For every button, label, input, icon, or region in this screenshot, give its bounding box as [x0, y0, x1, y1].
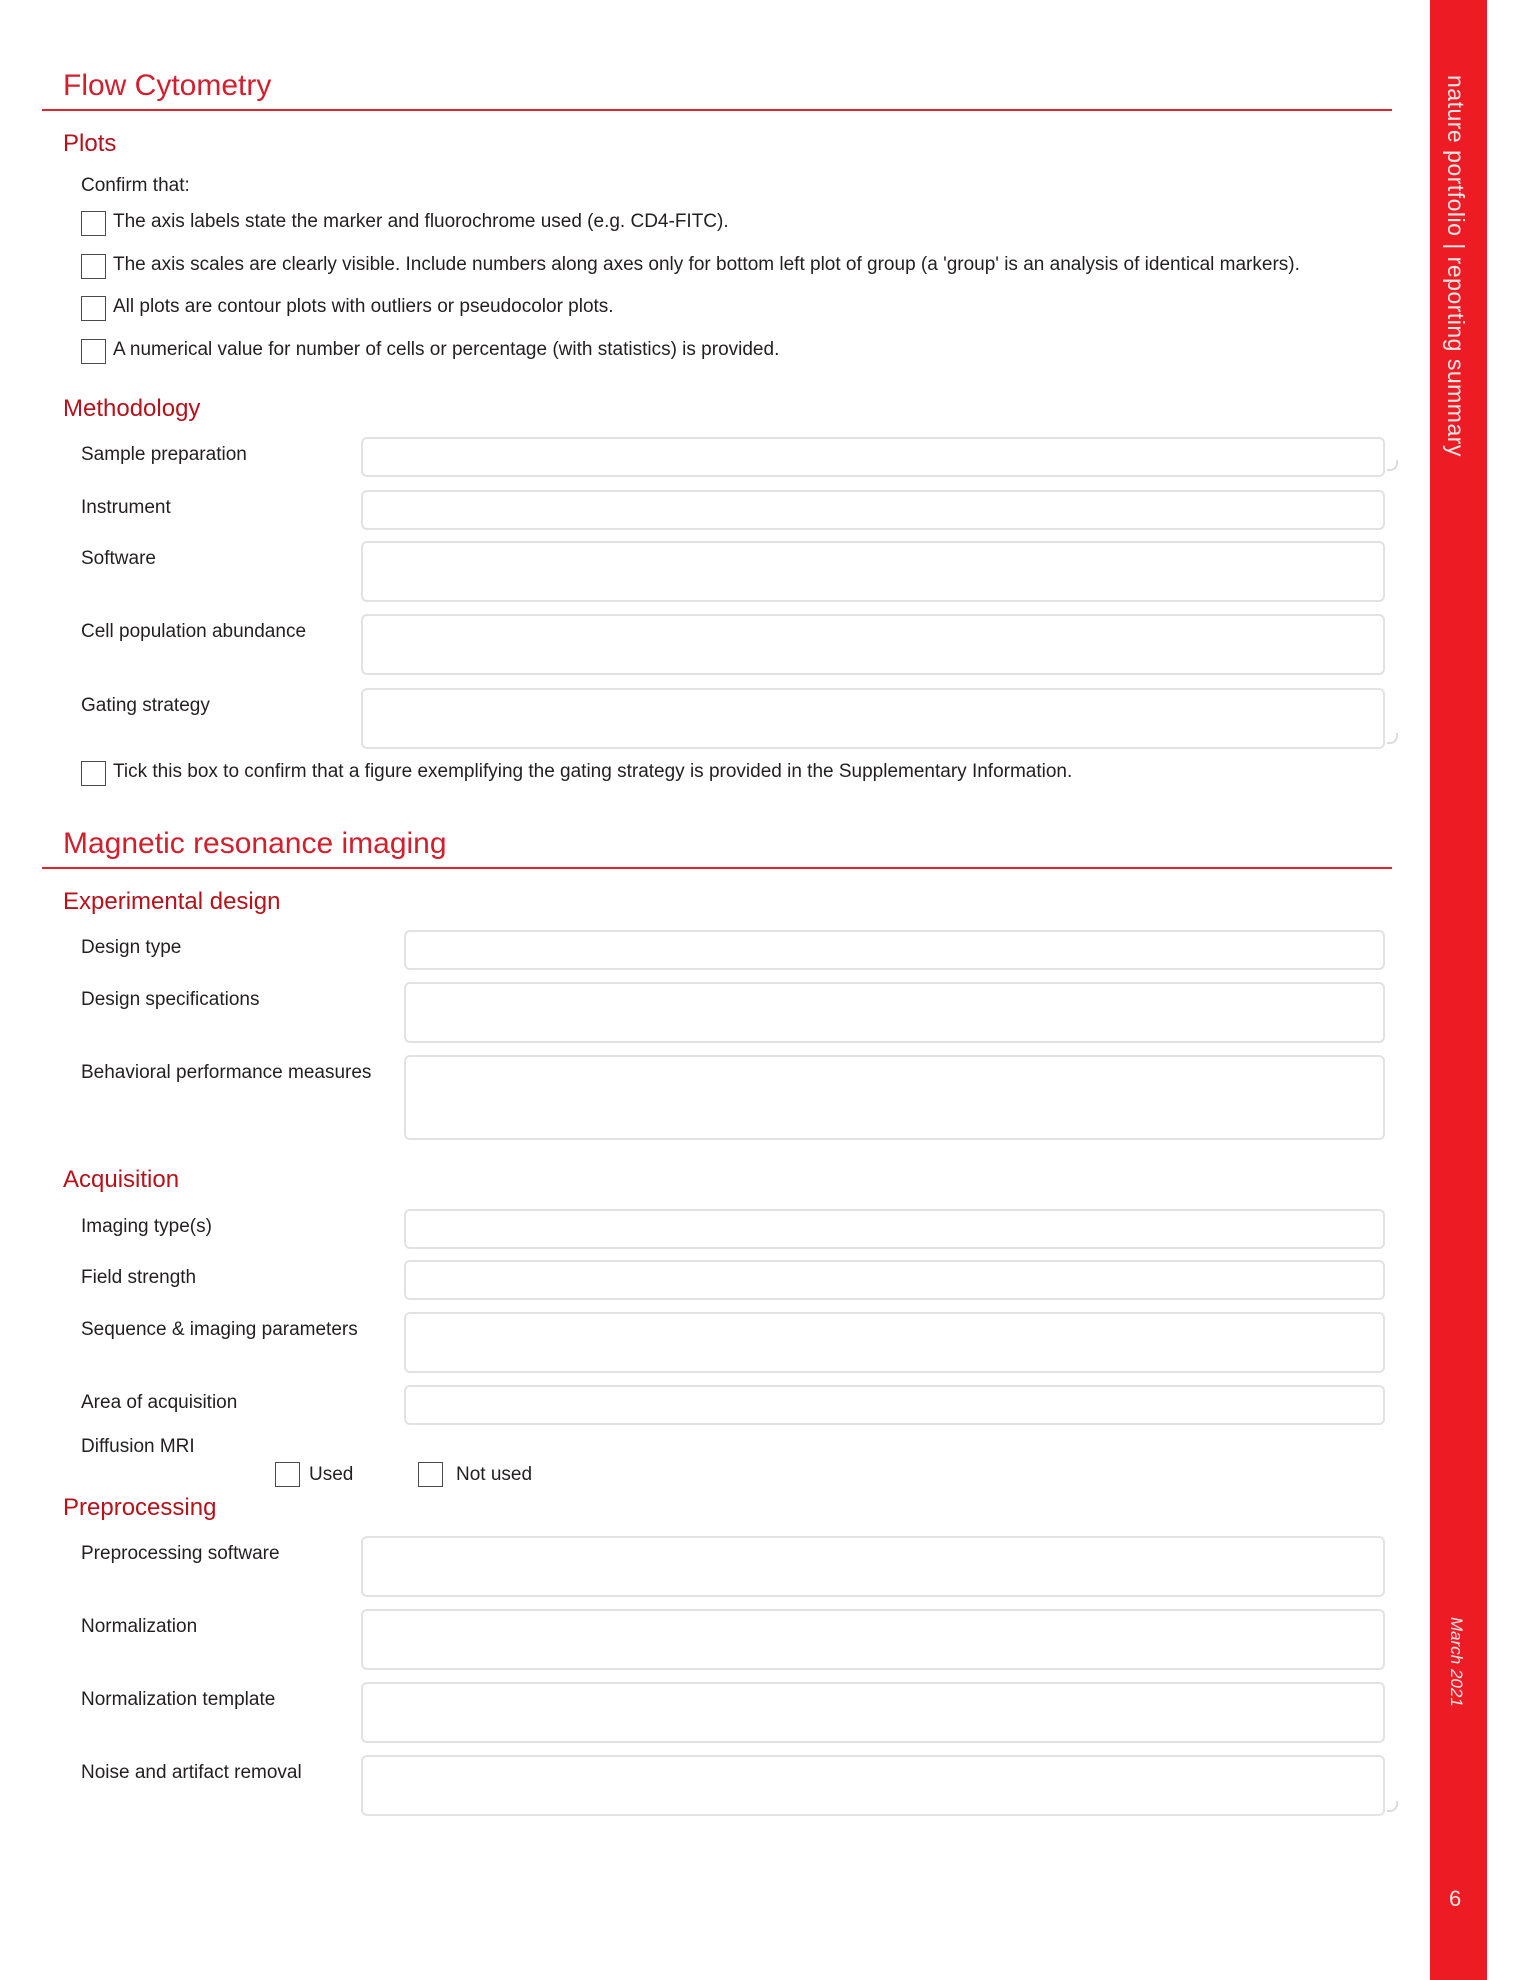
- confirm-intro: Confirm that:: [81, 175, 190, 196]
- label-software: Software: [81, 548, 156, 569]
- section-title-flow-cytometry: Flow Cytometry: [63, 69, 272, 102]
- input-normalization[interactable]: [361, 1609, 1385, 1670]
- check-label-axis-labels: The axis labels state the marker and fluorochrome used (e.g. CD4-FITC).: [113, 211, 729, 232]
- subsection-methodology: Methodology: [63, 395, 201, 422]
- subsection-plots: Plots: [63, 130, 117, 157]
- input-area-of-acquisition[interactable]: [404, 1385, 1385, 1425]
- input-software[interactable]: [361, 541, 1385, 602]
- subsection-preprocessing: Preprocessing: [63, 1494, 217, 1521]
- input-behavioral-performance[interactable]: [404, 1055, 1385, 1140]
- page-number: 6: [1449, 1886, 1462, 1911]
- option-label-not-used: Not used: [456, 1464, 533, 1485]
- check-label-numerical-value: A numerical value for number of cells or percentage (with statistics) is provided.: [113, 339, 780, 360]
- section-divider: [42, 109, 1392, 111]
- label-behavioral-performance: Behavioral performance measures: [81, 1062, 372, 1083]
- input-design-type[interactable]: [404, 930, 1385, 970]
- label-diffusion-mri: Diffusion MRI: [81, 1436, 195, 1457]
- label-sample-preparation: Sample preparation: [81, 444, 247, 465]
- input-normalization-template[interactable]: [361, 1682, 1385, 1743]
- label-design-type: Design type: [81, 937, 182, 958]
- label-preprocessing-software: Preprocessing software: [81, 1543, 280, 1564]
- check-label-contour-plots: All plots are contour plots with outliers or pseudocolor plots.: [113, 296, 614, 317]
- label-normalization-template: Normalization template: [81, 1689, 276, 1710]
- check-label-gating-figure: Tick this box to confirm that a figure exemplifying the gating strategy is provided in the Supplementary Information.: [113, 761, 1073, 782]
- label-sequence-parameters: Sequence & imaging parameters: [81, 1319, 358, 1340]
- label-imaging-types: Imaging type(s): [81, 1216, 212, 1237]
- checkbox-gating-figure[interactable]: [81, 761, 106, 786]
- option-label-used: Used: [309, 1464, 354, 1485]
- input-gating-strategy[interactable]: [361, 688, 1385, 749]
- section-divider: [42, 867, 1392, 869]
- input-imaging-types[interactable]: [404, 1209, 1385, 1249]
- input-instrument[interactable]: [361, 490, 1385, 530]
- checkbox-contour-plots[interactable]: [81, 296, 106, 321]
- subsection-acquisition: Acquisition: [63, 1166, 180, 1193]
- checkbox-numerical-value[interactable]: [81, 339, 106, 364]
- input-field-strength[interactable]: [404, 1260, 1385, 1300]
- input-sequence-parameters[interactable]: [404, 1312, 1385, 1373]
- check-label-axis-scales: The axis scales are clearly visible. Include numbers along axes only for bottom left plot of group (a 'group' is an analysis of identical markers).: [113, 254, 1300, 275]
- checkbox-axis-labels[interactable]: [81, 211, 106, 236]
- label-cell-population-abundance: Cell population abundance: [81, 621, 307, 642]
- label-normalization: Normalization: [81, 1616, 198, 1637]
- input-sample-preparation[interactable]: [361, 437, 1385, 477]
- checkbox-diffusion-not-used[interactable]: [418, 1462, 443, 1487]
- resize-handle-icon[interactable]: [1387, 1801, 1398, 1812]
- label-area-of-acquisition: Area of acquisition: [81, 1392, 238, 1413]
- checkbox-axis-scales[interactable]: [81, 254, 106, 279]
- input-preprocessing-software[interactable]: [361, 1536, 1385, 1597]
- label-field-strength: Field strength: [81, 1267, 197, 1288]
- subsection-experimental-design: Experimental design: [63, 888, 281, 915]
- label-instrument: Instrument: [81, 497, 171, 518]
- resize-handle-icon[interactable]: [1387, 733, 1398, 744]
- label-design-specifications: Design specifications: [81, 989, 260, 1010]
- label-noise-artifact-removal: Noise and artifact removal: [81, 1762, 302, 1783]
- resize-handle-icon[interactable]: [1387, 460, 1398, 471]
- section-title-mri: Magnetic resonance imaging: [63, 827, 447, 860]
- checkbox-diffusion-used[interactable]: [275, 1462, 300, 1487]
- sidebar-date: March 2021: [1447, 1617, 1466, 1707]
- input-cell-population-abundance[interactable]: [361, 614, 1385, 675]
- input-noise-artifact-removal[interactable]: [361, 1755, 1385, 1816]
- label-gating-strategy: Gating strategy: [81, 695, 210, 716]
- sidebar-title: nature portfolio | reporting summary: [1443, 75, 1469, 457]
- input-design-specifications[interactable]: [404, 982, 1385, 1043]
